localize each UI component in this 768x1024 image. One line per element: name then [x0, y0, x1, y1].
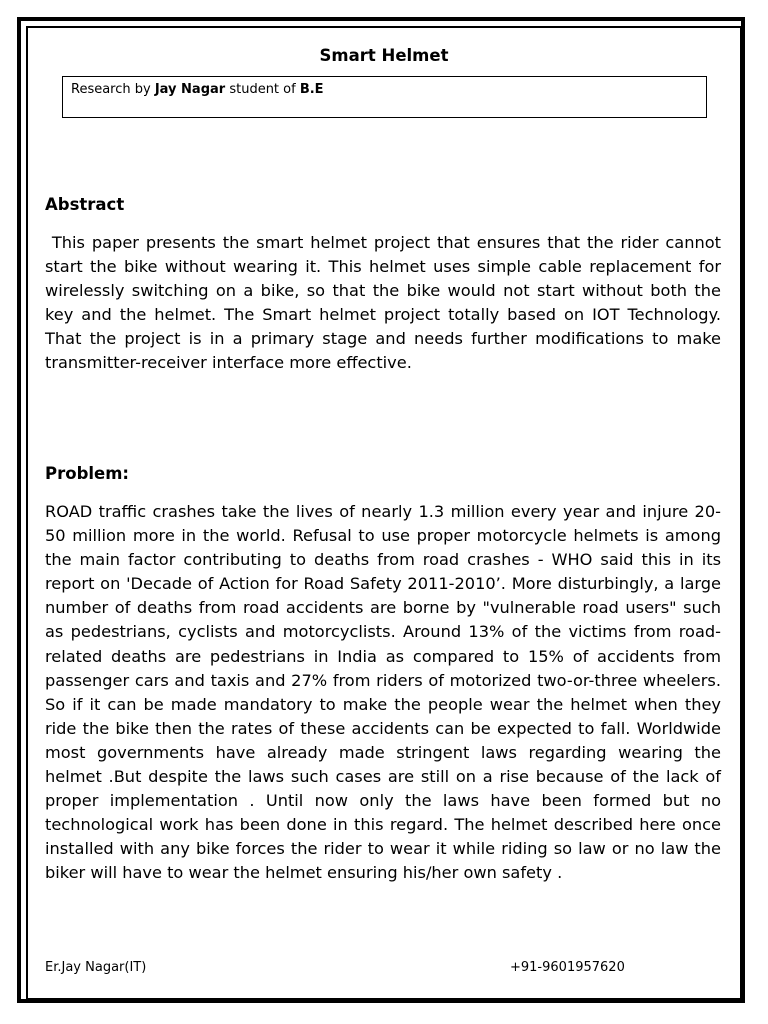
- footer-phone: +91-9601957620: [510, 960, 625, 975]
- problem-heading: Problem:: [45, 464, 130, 483]
- problem-text: ROAD traffic crashes take the lives of nearly 1.3 million every year and injure 20-50 million more in the world. Refusal to use proper motorcycle helmets is among the main factor contributing to deaths from road crashes - WHO said this in its report on 'Decade of Action for Road Safety 2011-2010’. More disturbingly, a large number of deaths from road accidents are borne by "vulnerable road users" such as pedestrians, cyclists and motorcyclists. Around 13% of the victims from road-related deaths are pedestrians in India as compared to 15% of accidents from passenger cars and taxis and 27% from riders of motorized two-or-three wheelers. So if it can be made mandatory to make the people wear the helmet when they ride the bike then the rates of these accidents can be expected to fall. Worldwide most governments have already made stringent laws regarding wearing the helmet .But despite the laws such cases are still on a rise because of the lack of proper implementation . Until now only the laws have been formed but no technological work has been done in this regard. The helmet described here once installed with any bike forces the rider to wear it while riding so law or no law the biker will have to wear the helmet ensuring his/her own safety .: [45, 502, 721, 883]
- byline-prefix: Research by: [71, 82, 155, 97]
- document-title: Smart Helmet: [319, 46, 449, 65]
- footer-author: Er.Jay Nagar(IT): [45, 960, 147, 975]
- abstract-heading: Abstract: [45, 195, 125, 214]
- abstract-text: This paper presents the smart helmet project that ensures that the rider cannot start the bike without wearing it. This helmet uses simple cable replacement for wirelessly switching on a bike, so that the bike would not start without both the key and the helmet. The Smart helmet project totally based on IOT Technology. That the project is in a primary stage and needs further modifications to make transmitter-receiver interface more effective.: [45, 233, 727, 373]
- byline-box: [62, 76, 707, 118]
- byline-middle: student of: [225, 82, 300, 97]
- byline-degree: B.E: [299, 82, 324, 97]
- byline-author: Jay Nagar: [154, 82, 226, 97]
